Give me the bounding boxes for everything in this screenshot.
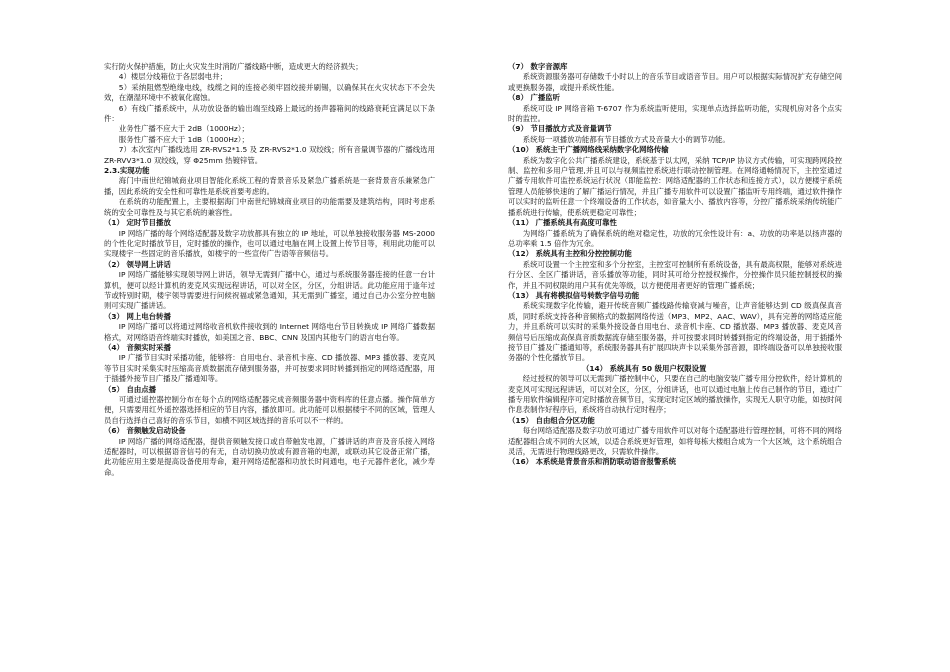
section-heading: （15） 自由组合分区功能 <box>508 415 595 425</box>
paragraph: 海门中南世纪锦城商业项目智能化系统工程的背景音乐及紧急广播系统是一套背景音乐兼紧急广播，因此系统的安全性和可靠性是系统首要考虑的。 <box>104 176 435 196</box>
section-heading: （4） 音频实时采播 <box>104 342 171 352</box>
section-heading: （2） 领导网上讲话 <box>104 259 171 269</box>
paragraph: IP 网络广播能够实现领导网上讲话，领导无需到广播中心，通过与系统服务器连接的任意一台计算机，便可以经计算机的麦克风实现远程讲话，可以对全区，分区，分组讲话。此功能应用于逢年过节或特别时期，楼宇领导需要进行问候祝福或紧急通知，其无需到广播室，通过自己办公室分控电脑则可实现广播讲话。 <box>104 270 435 311</box>
paragraph: 系统为数字化公共广播系统建设，系统基于以太网，采纳 TCP/IP 协议方式传输，可实现跨网段控制、监控和多用户管理,并且可以与视频监控系统进行联动控制管理。在网络通畅情况下，主控室通过广播专用软件可监控系统运行状况（即能监控：网络适配器的工作状态和连接方式），以方便楼宇系统管理人员能够快速的了解广播运行情况，并且广播专用软件可以设置广播监听专用终端，通过软件操作可以实时的监听任意一个终端设备的工作状态，如音量大小、播放内容等，分控广播系统采纳传统能广播系统进行传输，使系统更稳定可靠性； <box>508 155 842 217</box>
paragraph: 实行防火保护措施，防止火灾发生时消防广播线路中断，造成更大的经济损失； <box>104 62 363 71</box>
paragraph: IP 广播节目实时采播功能，能够将：自用电台、录音机卡座、CD 播放器、MP3 播放器、麦克风等节目实时采集实时压缩高音质数据流存储到服务器，并可按要求同时转播到指定的网络适配器，用于插播外接节目广播及广播通知等。 <box>104 353 435 384</box>
section-heading: （11） 广播系统具有高度可靠性 <box>508 218 617 228</box>
section-heading: （13） 具有将模拟信号转数字信号功能 <box>508 290 640 300</box>
paragraph: IP 网络广播的每个网络适配器及数字功放都具有独立的 IP 地址，可以单独接收服务器 MS-2000 的个性化定时播放节目，定时播放的操作，也可以通过电脑在网上设置上传节目等，利用此功能可以实现楼宇一些固定的音乐播放，如楼宇的一些宣传广告语等音频信号。 <box>104 228 435 259</box>
section-heading: （12） 系统具有主控和分控控制功能 <box>508 249 632 259</box>
paragraph: 7）本次室内广播线选用 ZR-RVS2*1.5 及 ZR-RVS2*1.0 双绞线；所有音量调节器的广播线选用 ZR-RVV3*1.0 双绞线，穿 Φ25mm 热镀锌管。 <box>104 145 435 165</box>
right-column <box>508 62 842 468</box>
paragraph: 业务性广播不应大于 2dB（1000Hz）； <box>118 124 249 134</box>
paragraph: 4）楼层分线箱位于各层弱电井； <box>118 72 227 82</box>
section-heading: （1） 定时节目播放 <box>104 218 171 228</box>
paragraph: 系统资源服务器可存储数千小时以上的音乐节目或语音节目。用户可以根据实际情况扩充存储空间或更换服务器，或提升系统性能。 <box>508 72 842 92</box>
section-heading: （8） 广播监听 <box>508 93 561 103</box>
section-heading: （16） 本系统是背景音乐和消防联动语音报警系统 <box>508 457 677 467</box>
paragraph: 经过授权的领导可以无需到广播控制中心，只要在自己的电脑安装广播专用分控软件，经计算机的麦克风可实现远程讲话，可以对全区，分区，分组讲话，也可以通过电脑上传自己制作的节目，通过广播专用软件编辑程序可定时播放音频节目，实现定时定区域的播放操作，实现无人职守功能，如按时间作息表制作好程序后，系统将自动执行定时程序； <box>508 374 842 415</box>
section-heading: （7） 数字音源库 <box>508 62 568 71</box>
paragraph: 系统可设置一个主控室和多个分控室，主控室可控制所有系统设备，具有最高权限，能够对系统进行分区、全区广播讲话，音乐播放等功能，同时其可给分控授权操作，分控操作员只能控制授权的操作，并且不同权限的用户其有优先等级，以方便使用者更好的管理广播系统； <box>508 259 842 290</box>
left-column <box>104 62 435 478</box>
paragraph: 为网络广播系统为了确保系统的绝对稳定性，功放的冗余性设计有：a、功放的功率是以扬声器的总功率乘 1.5 倍作为冗余。 <box>508 228 842 248</box>
section-heading: （5） 自由点播 <box>104 384 157 394</box>
paragraph: 服务性广播不应大于 1dB（1000Hz）； <box>118 134 249 144</box>
section-heading: （9） 节目播放方式及音量调节 <box>508 124 612 134</box>
section-heading: 2.3.实现功能 <box>104 166 150 176</box>
paragraph: 6）有线广播系统中，从功放设备的输出端至线路上最远的扬声器箱间的线路衰耗宜满足以下条件： <box>104 103 435 124</box>
paragraph: 每台网络适配器及数字功放可通过广播专用软件可以对每个适配器进行管理控制，可将不同的网络适配器组合成不同的大区域，以适合系统更好管理，如将每栋大楼组合成为一个大区域，这个系统组合灵活，无需进行物理线路更改，只需软件操作。 <box>508 426 842 457</box>
paragraph: 可通过遥控器控制分布在每个点的网络适配器完成音频服务器中资料库的任意点播。操作简单方便，只需要用红外遥控器选择相应的节目内容，播放即可。此功能可以根据楼宇不同的区域，管理人员自行选择自己喜好的音乐节目，如横不同区域选择的音乐可以不一样的。 <box>104 395 435 425</box>
section-heading: （6） 音频触发启动设备 <box>104 426 186 436</box>
paragraph: IP 网络广播的网络适配器，提供音频触发接口或自带触发电源，广播讲话的声音及音乐接入网络适配器时，可以根据语音信号的有无，自动切换功放或有源音箱的电源，或联动其它设备正常广播，此功能应用主要是提高设备使用寿命，避开网络适配器和功放长时间通电，电子元器件老化，减少寿命。 <box>104 436 435 477</box>
paragraph: 系统每一项播放功能都有节目播放方式及音量大小的调节功能。 <box>522 134 730 144</box>
paragraph: IP 网络广播可以将通过网络收音机软件接收到的 Internet 网络电台节目转换成 IP 网络广播数据格式，对网络语音终端实时播放，如美国之音、BBC、CNN 及国内其他专门的语言电台等。 <box>104 322 435 342</box>
paragraph: 在系统的功能配置上，主要根据海门中南世纪锦城商业项目的功能需要及建筑结构，同时考虑系统的安全可靠性及与其它系统的兼容性。 <box>104 197 435 217</box>
paragraph: 系统实现数字化传输，避开传统音频广播线路传输衰减与噪音，让声音能够达到 CD 级真保真音质，同时系统支持各种音频格式的数据网络传送（MP3、MP2、AAC、WAV），具有完善的网络适应能力，并且系统可以实时的采集外接设备自用电台、录音机卡座、CD 播放器、MP3 播放器、麦克风音频信号后压缩成高保真音质数据流存储至服务器，并可按要求同时转播到指定的终端设备，用于插播外接节目广播及广播通知等，系统服务器具有扩展四块声卡以采集外部音源，即终端设备可以单独接收服务器的个性化播放节目。 <box>508 301 842 363</box>
section-heading: （10） 系统主干广播网络线采纳数字化网络传输 <box>508 145 669 155</box>
section-heading: （14） 系统具有 50 级用户权限设置 <box>582 363 707 373</box>
section-heading: （3） 网上电台转播 <box>104 311 171 321</box>
paragraph: 5）采纳阻燃型绝缘电线，线缆之间的连接必须牢固绞接并刷锡，以确保其在火灾状态下不会失效，在潮湿环境中不被氧化腐蚀。 <box>104 82 435 103</box>
paragraph: 系统可设 IP 网络音箱 T-6707 作为系统监听使用，实现单点选择监听功能，实现机房对各个点实时的监控。 <box>508 103 842 124</box>
